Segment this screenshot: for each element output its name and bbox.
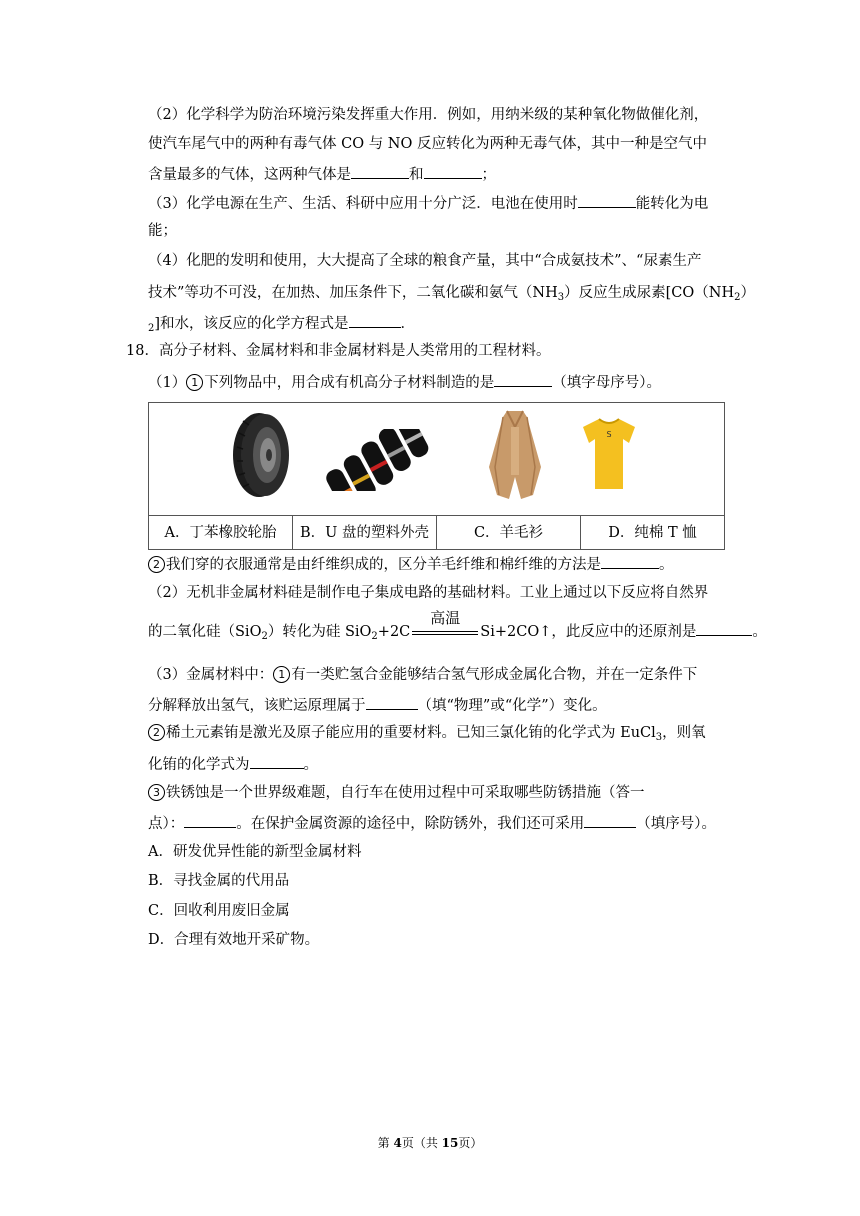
circled-number: 3 [148,784,165,801]
q18-part3-line3: 2 稀土元素铕是激光及原子能应用的重要材料。已知三氯化铕的化学式为 EuCl$_3$，则氧 [148,723,706,743]
option-a: A．丁苯橡胶轮胎 [149,516,293,550]
answer-blank[interactable] [424,163,482,179]
q18-part1-sub2: 2 我们穿的衣服通常是由纤维织成的，区分羊毛纤维和棉纤维的方法是 。 [148,553,674,575]
page-footer: 第 4页（共 15页） [377,1136,483,1150]
q18-part3-line1: （3）金属材料中： 1 有一类贮氢合金能够结合氢气形成金属化合物，并在一定条件下 [148,667,698,683]
answer-blank[interactable] [250,753,304,769]
choice-a: A．研发优异性能的新型金属材料 [148,844,362,860]
q17-part2-line1: （2）化学科学为防治环境污染发挥重大作用．例如，用纳米级的某种氧化物做催化剂， [148,107,709,123]
options-table [148,402,725,550]
q17-part2-line2: 使汽车尾气中的两种有毒气体 CO 与 NO 反应转化为两种无毒气体，其中一种是空气中 [148,136,707,152]
choice-d: D．合理有效地开采矿物。 [148,932,320,948]
q18-part3-line2: 分解释放出氢气，该贮运原理属于 （填“物理”或“化学”）变化。 [148,694,607,716]
q17-part3-line1: （3）化学电源在生产、生活、科研中应用十分广泛．电池在使用时 能转化为电 [148,192,708,214]
reaction-arrow: 高温 [410,622,480,642]
answer-blank[interactable] [494,371,552,387]
answer-blank[interactable] [584,812,636,828]
q18-part3-line6: 点）： 。在保护金属资源的途径中，除防锈外，我们还可采用 （填序号）。 [148,812,716,834]
q18-part1-line: （1） 1 下列物品中，用合成有机高分子材料制造的是 （填字母序号）。 [148,371,661,393]
answer-blank[interactable] [184,812,236,828]
usb-drive-icon [317,429,442,491]
tshirt-icon [579,415,639,493]
options-caption-row [149,516,724,550]
q17-part4-line3: $_2$]和水，该反应的化学方程式是 ． [148,312,415,334]
circled-number: 1 [273,666,290,683]
wool-sweater-icon [485,407,545,503]
answer-blank[interactable] [351,163,409,179]
options-image-row [149,403,724,516]
q17-part3-line2: 能； [148,223,177,239]
tire-icon [229,411,293,499]
q17-part4-line1: （4）化肥的发明和使用，大大提高了全球的粮食产量，其中“合成氨技术”、“尿素生产 [148,253,702,269]
answer-blank[interactable] [601,553,659,569]
answer-blank[interactable] [696,620,752,636]
q17-part4-line2: 技术”等功不可没，在加热、加压条件下，二氧化碳和氨气$(NH_3)$反应生成尿素[$CO(NH_2)$ [148,285,755,303]
q18-part2-line2: 的二氧化硅（SiO$_2$）转化为硅 SiO$_2$+2C 高温 Si+2CO↑，此反应中的还原剂是 。 [148,609,767,642]
q18-stem: 18．高分子材料、金属材料和非金属材料是人类常用的工程材料。 [126,343,551,359]
answer-blank[interactable] [366,694,418,710]
circled-number: 2 [148,724,165,741]
circled-number: 2 [148,556,165,573]
option-c: C．羊毛衫 [437,516,581,550]
q17-part2-line3: 含量最多的气体，这两种气体是 和 ； [148,163,496,185]
option-b: B．U 盘的塑料外壳 [293,516,437,550]
answer-blank[interactable] [578,192,636,208]
option-d: D．纯棉 T 恤 [608,525,697,541]
svg-text:S: S [606,430,612,439]
q18-part2-line1: （2）无机非金属材料硅是制作电子集成电路的基础材料。工业上通过以下反应将自然界 [148,585,709,601]
circled-number: 1 [186,374,203,391]
choice-b: B．寻找金属的代用品 [148,873,290,889]
choice-c: C．回收利用废旧金属 [148,903,290,919]
q18-part3-line4: 化铕的化学式为 。 [148,753,318,775]
q18-part3-line5: 3 铁锈蚀是一个世界级难题，自行车在使用过程中可采取哪些防锈措施（答一 [148,783,645,803]
answer-blank[interactable] [349,312,401,328]
